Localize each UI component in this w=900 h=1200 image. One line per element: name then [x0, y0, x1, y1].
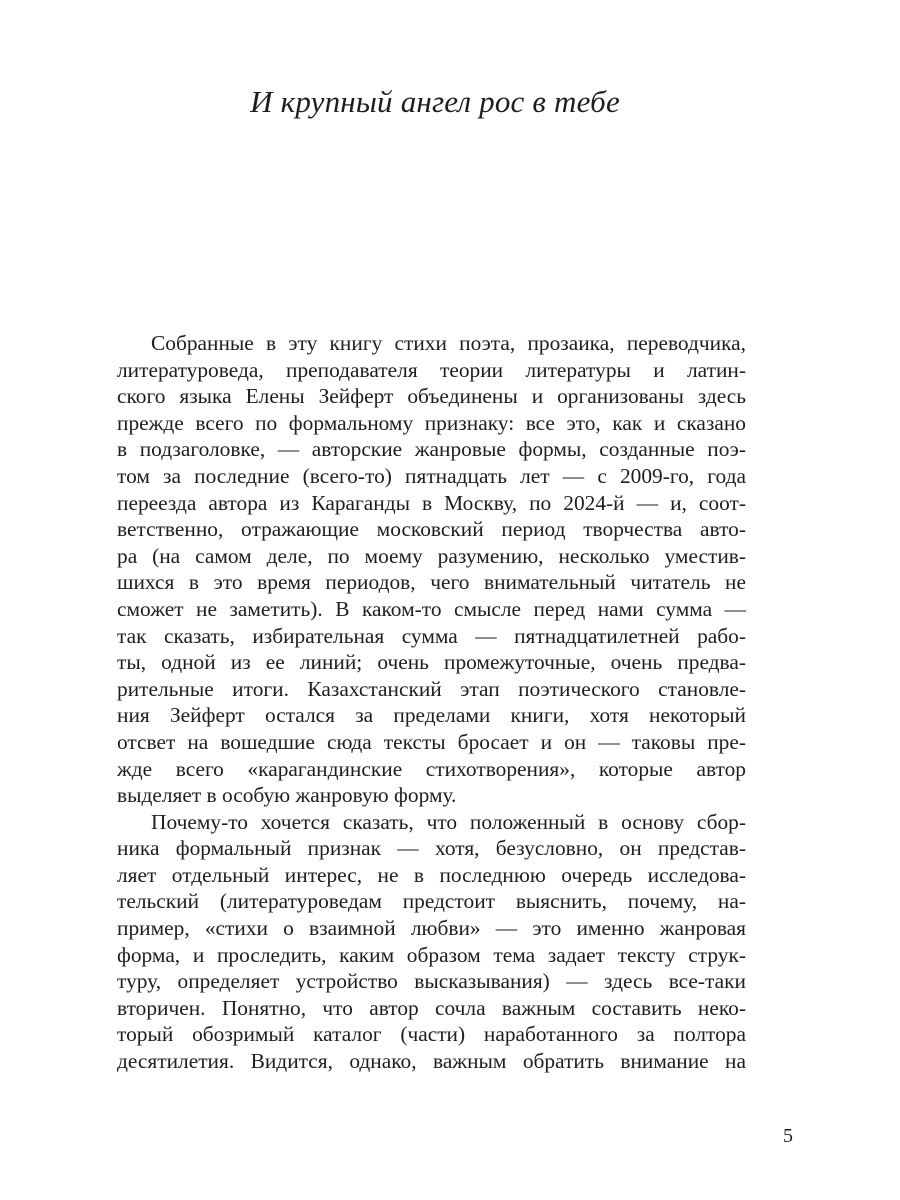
text-line: Почему-то хочется сказать, что положенный в основу сбор-	[151, 809, 746, 834]
page-number: 5	[783, 1125, 793, 1147]
text-line: ника формальный признак — хотя, безусловно, он представ-	[117, 836, 746, 861]
text-line: сможет не заметить). В каком-то смысле перед нами сумма —	[117, 596, 746, 621]
text-line: так сказать, избирательная сумма — пятнадцатилетней рабо-	[117, 623, 746, 648]
text-line: ского языка Елены Зейферт объединены и организованы здесь	[117, 384, 746, 409]
text-line: тельский (литературоведам предстоит выяснить, почему, на-	[117, 889, 746, 914]
text-line: прежде всего по формальному признаку: все это, как и сказано	[117, 410, 746, 435]
paragraph	[117, 809, 746, 1075]
text-line: ты, одной из ее линий; очень промежуточные, очень предва-	[117, 650, 746, 675]
text-line: отсвет на вошедшие сюда тексты бросает и он — таковы пре-	[117, 729, 746, 754]
paragraph	[117, 330, 746, 809]
text-line: литературоведа, преподавателя теории литературы и латин-	[117, 357, 746, 382]
text-line: вторичен. Понятно, что автор сочла важным составить неко-	[117, 995, 746, 1020]
text-line: ветственно, отражающие московский период творчества авто-	[117, 517, 746, 542]
text-line: выделяет в особую жанровую форму.	[117, 783, 457, 808]
text-line: туру, определяет устройство высказывания) — здесь все-таки	[117, 969, 746, 994]
text-line: шихся в это время периодов, чего внимательный читатель не	[117, 570, 746, 595]
text-line: десятилетия. Видится, однако, важным обратить внимание на	[117, 1049, 746, 1074]
text-line: пример, «стихи о взаимной любви» — это именно жанровая	[117, 916, 746, 941]
text-line: том за последние (всего-то) пятнадцать лет — с 2009-го, года	[117, 463, 746, 488]
text-line: переезда автора из Караганды в Москву, по 2024-й — и, соот-	[117, 490, 746, 515]
text-line: торый обозримый каталог (части) наработанного за полтора	[117, 1022, 746, 1047]
text-line: ра (на самом деле, по моему разумению, несколько уместив-	[117, 543, 746, 568]
body-text	[117, 330, 746, 1075]
text-line: жде всего «карагандинские стихотворения», которые автор	[117, 756, 746, 781]
text-line: в подзаголовке, — авторские жанровые формы, созданные поэ-	[117, 437, 746, 462]
text-line: ния Зейферт остался за пределами книги, хотя некоторый	[117, 703, 746, 728]
text-line: ляет отдельный интерес, не в последнюю очередь исследова-	[117, 862, 746, 887]
text-line: рительные итоги. Казахстанский этап поэтического становле-	[117, 676, 746, 701]
chapter-title: И крупный ангел рос в тебе	[250, 84, 620, 119]
text-line: Собранные в эту книгу стихи поэта, прозаика, переводчика,	[151, 331, 746, 355]
text-line: форма, и проследить, каким образом тема задает тексту струк-	[117, 942, 746, 967]
